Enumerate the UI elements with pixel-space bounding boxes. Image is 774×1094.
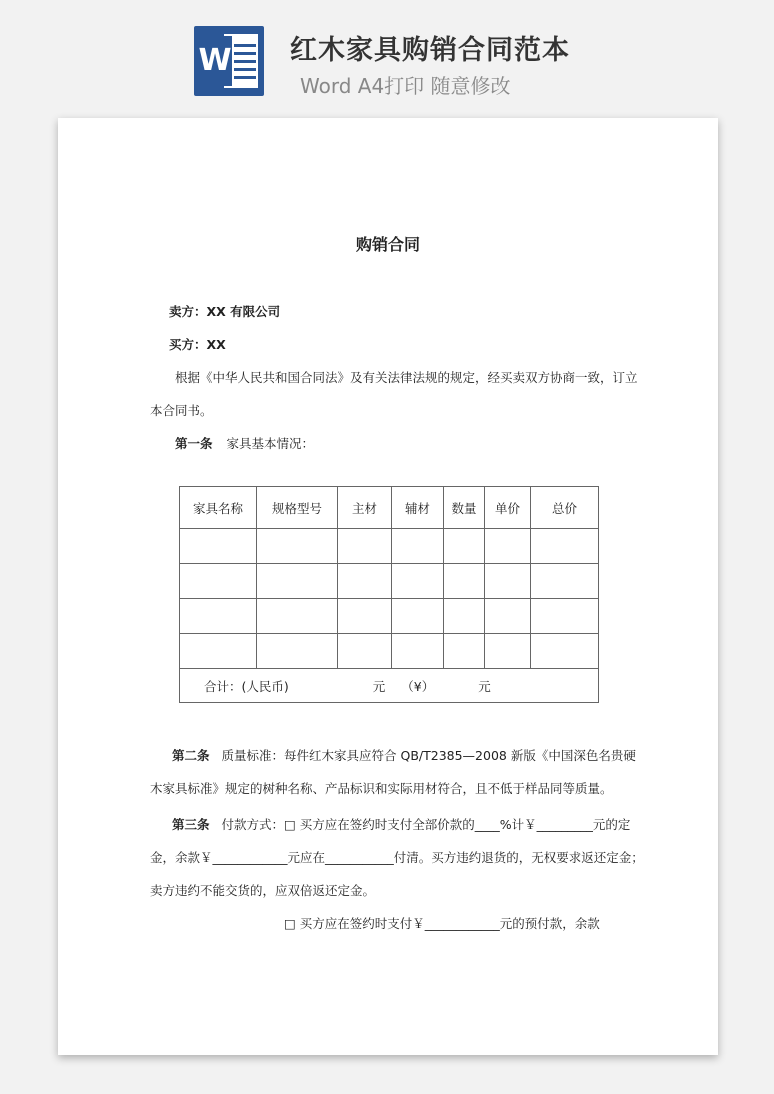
page-title: 红木家具购销合同范本 bbox=[290, 35, 570, 66]
intro-line-2: 本合同书。 bbox=[150, 403, 213, 418]
total-cell bbox=[180, 669, 599, 703]
furniture-table bbox=[179, 486, 599, 703]
table-row bbox=[180, 634, 599, 669]
col-header: 辅材 bbox=[392, 487, 444, 529]
col-header: 家具名称 bbox=[180, 487, 257, 529]
page-header bbox=[0, 0, 774, 118]
article-2-label: 第二条 bbox=[172, 748, 210, 763]
total-symbol: （¥） bbox=[401, 678, 435, 694]
col-header: 规格型号 bbox=[257, 487, 338, 529]
col-header: 数量 bbox=[444, 487, 485, 529]
document-page bbox=[58, 118, 718, 1055]
document-title: 购销合同 bbox=[355, 235, 420, 254]
total-yuan-1: 元 bbox=[372, 678, 386, 694]
col-header: 单价 bbox=[485, 487, 531, 529]
article-3-text: 付款方式：□ 买方应在签约时支付全部价款的____%计￥_________元的定 bbox=[221, 817, 631, 832]
article-2-line-1 bbox=[172, 746, 636, 764]
article-2-line-2: 木家具标准》规定的树种名称、产品标识和实际用材符合，且不低于样品同等质量。 bbox=[150, 781, 613, 796]
total-label: 合计：(人民币) bbox=[204, 678, 289, 694]
intro-line-1: 根据《中华人民共和国合同法》及有关法律法规的规定，经买卖双方协商一致，订立 bbox=[175, 370, 638, 385]
article-3-line-1 bbox=[172, 815, 630, 833]
article-1-text: 家具基本情况： bbox=[226, 436, 315, 451]
word-letter: W bbox=[198, 36, 232, 86]
col-header: 主材 bbox=[338, 487, 392, 529]
word-document-icon bbox=[194, 26, 264, 96]
seller-line: 卖方：XX 有限公司 bbox=[169, 304, 281, 319]
table-row bbox=[180, 529, 599, 564]
article-3-line-3: 卖方违约不能交货的，应双倍返还定金。 bbox=[150, 883, 376, 898]
article-2-text: 质量标准：每件红木家具应符合 QB/T2385—2008 新版《中国深色名贵硬 bbox=[221, 748, 636, 763]
article-3-label: 第三条 bbox=[172, 817, 210, 832]
article-1-label: 第一条 bbox=[175, 436, 213, 451]
table-total-row bbox=[180, 669, 599, 703]
table-header-row bbox=[180, 487, 599, 529]
article-3-line-2: 金，余款￥____________元应在___________付清。买方违约退货的，无权要求返还定金； bbox=[150, 850, 644, 865]
total-yuan-2: 元 bbox=[478, 678, 491, 694]
article-3-line-4: □ 买方应在签约时支付￥____________元的预付款，余款 bbox=[284, 916, 600, 931]
table-row bbox=[180, 564, 599, 599]
table-row bbox=[180, 599, 599, 634]
col-header: 总价 bbox=[531, 487, 599, 529]
article-1 bbox=[175, 434, 314, 452]
buyer-line: 买方：XX bbox=[169, 337, 226, 352]
page-subtitle: Word A4打印 随意修改 bbox=[300, 74, 511, 98]
